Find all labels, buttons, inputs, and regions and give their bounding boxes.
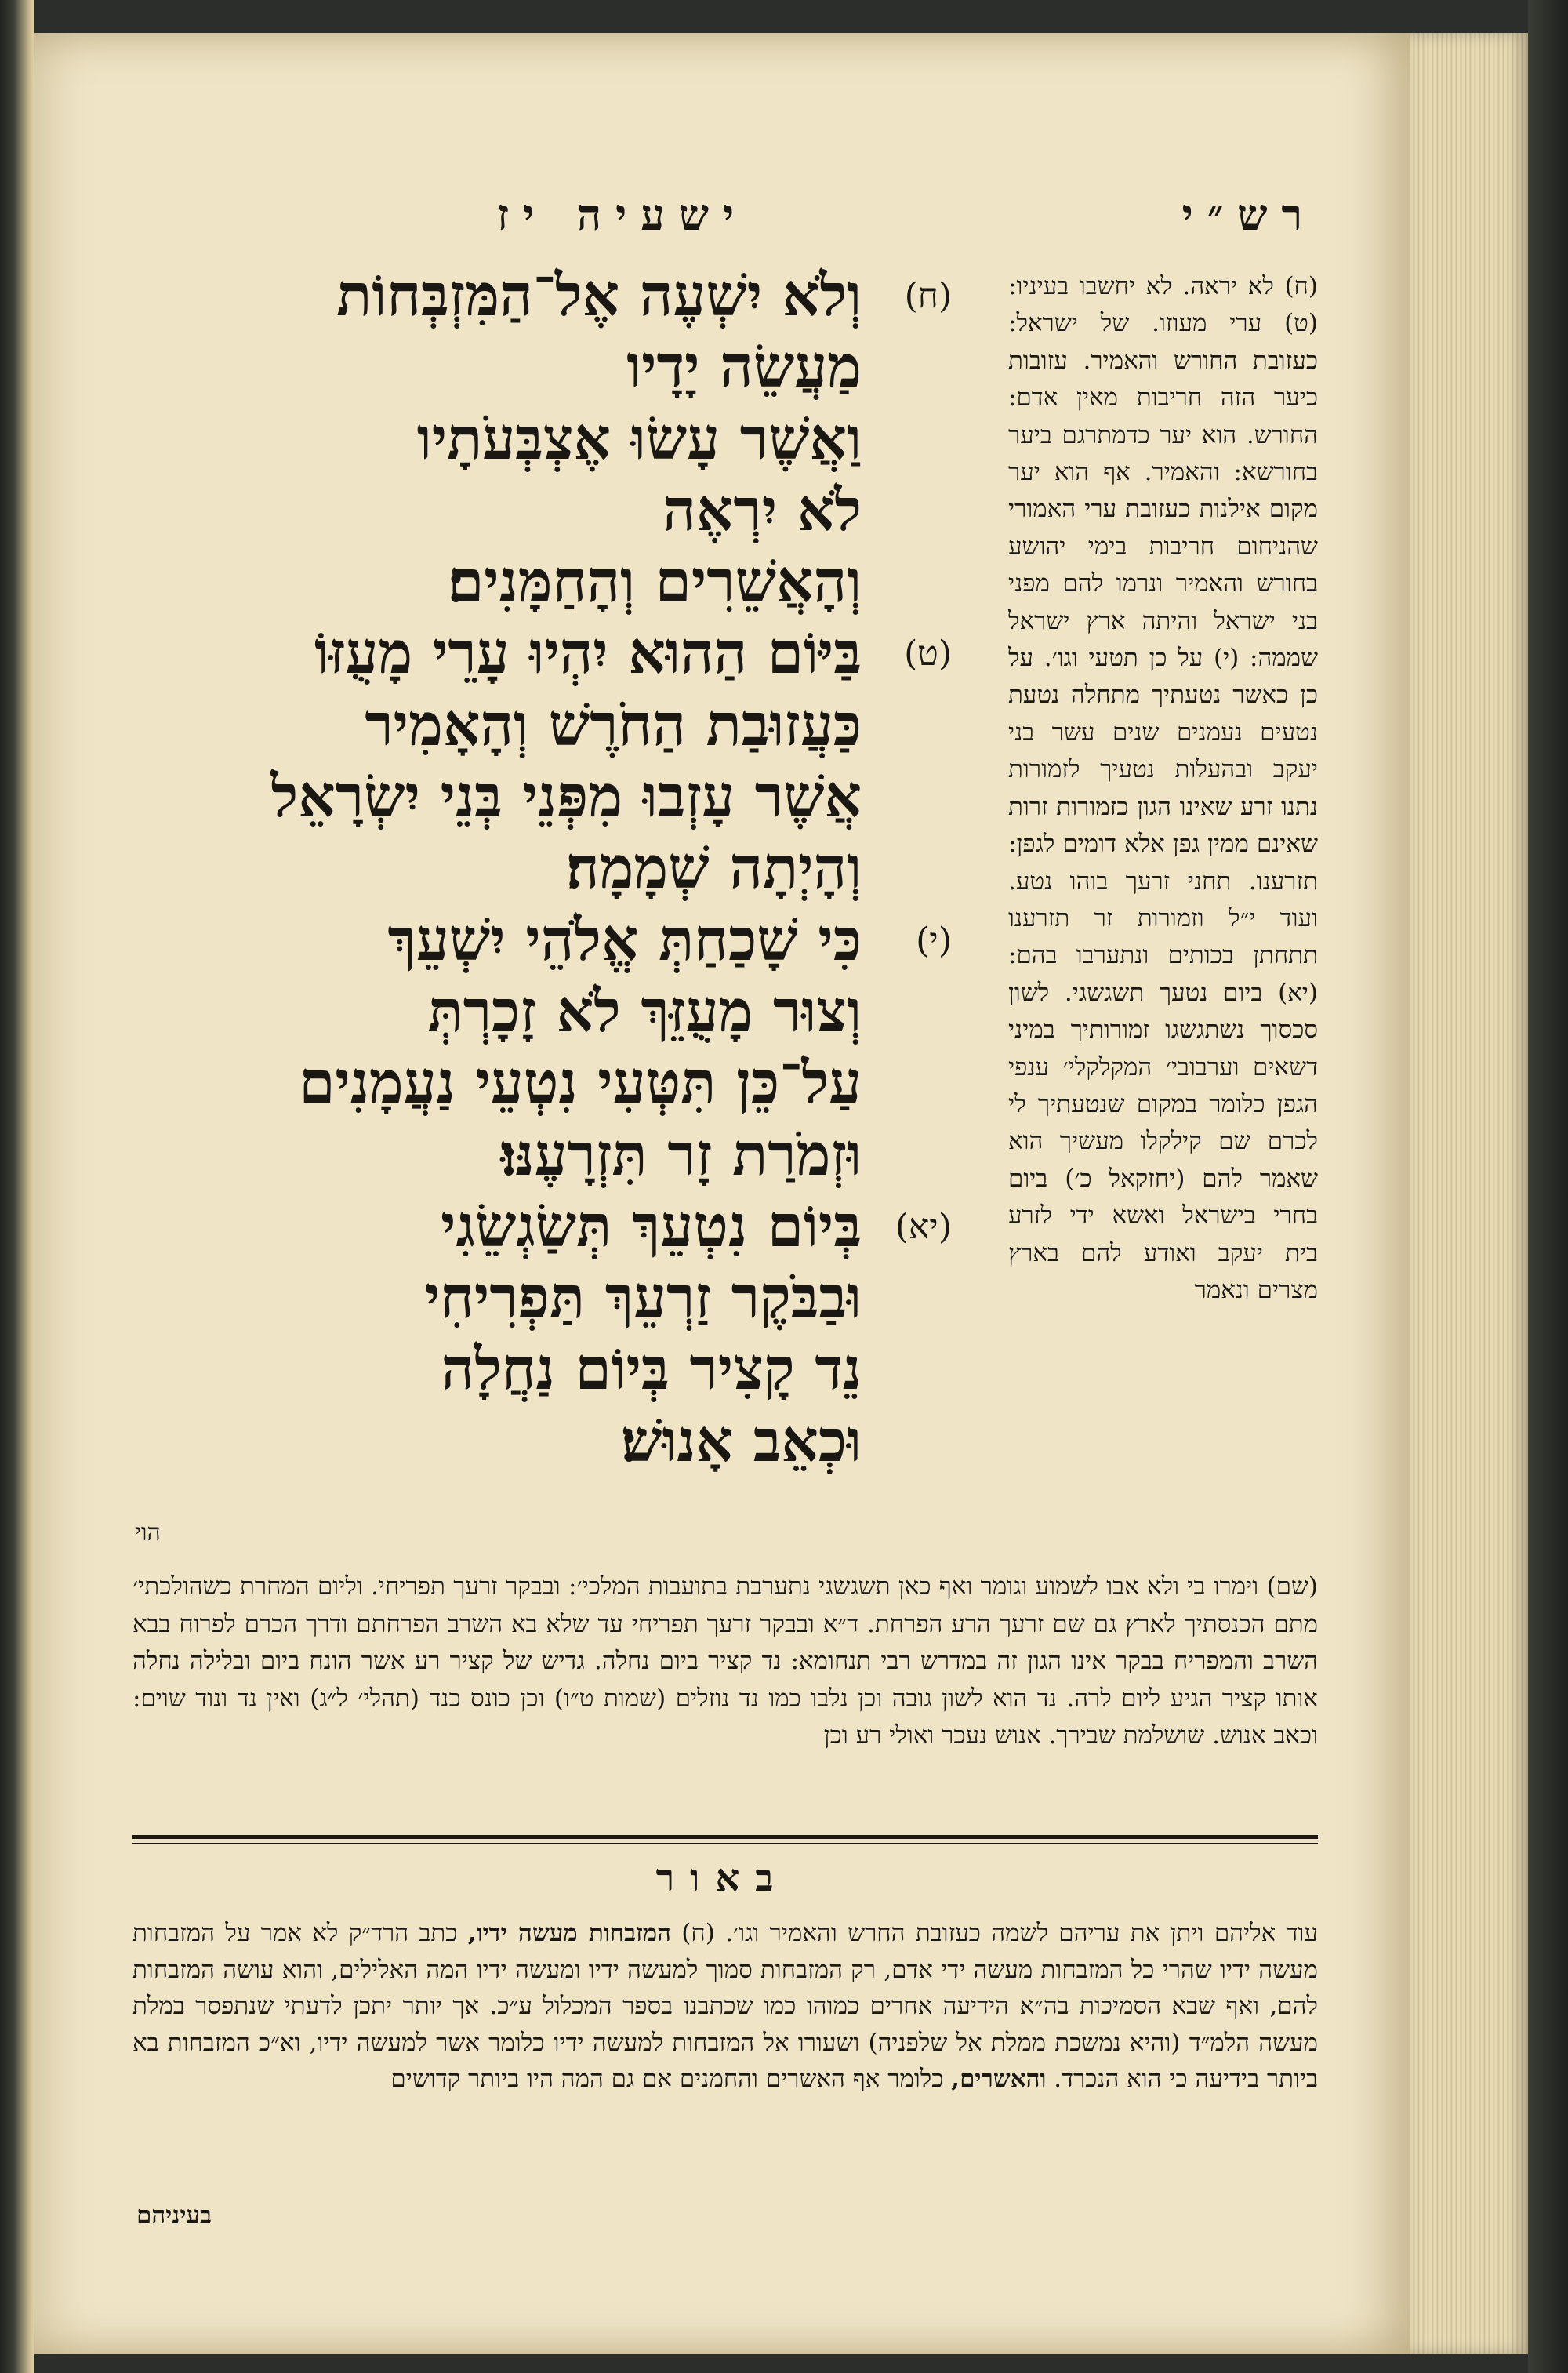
verse-line: כִּי שָׁכַחַתְּ אֱלֹהֵי יִשְׁעֵךְ xyxy=(387,906,862,974)
verse-line: כַּעֲזוּבַת הַחֹרֶשׁ וְהָאָמִיר xyxy=(365,691,862,759)
verse-block xyxy=(144,260,952,1546)
verse-line: וְהָאֲשֵׁרִים וְהָחַמָּנִים׃ xyxy=(448,548,862,616)
biur-title: באור xyxy=(655,1856,789,1900)
verse-10 xyxy=(144,905,952,1191)
rashi-side-text: (ח) לא יראה. לא יחשבו בעיניו: (ט) ערי מעוזו. של ישראל: כעזובת החורש והאמיר. עזובות כיער הזה חריבות מאין אדם: החורש. הוא יער כדמתרגם ביער בחורשא: והאמיר. אף הוא יער מקום אילנות כעזובת ערי האמורי שהניחום חריבות בימי יהושע בחורש והאמיר ונרמו להם מפני בני ישראל והיתה ארץ ישראל שממה: (י) על כן תטעי וגו׳. על כן כאשר נטעתיך מתחלה נטעת נטעים נעמנים שנים עשר בני יעקב ובהעלות נטעיך לזמורות נתנו זרע שאינו הגון כזמורות זרות שאינם ממין גפן אלא דומים לגפן: תזרענו. תחני זרעך בוהו נטע. ועוד י״ל וזמורות זר תזרענו תתחתן בכותים ונתערבו בהם: (יא) ביום נטעך תשגשגי. לשון סכסוך נשתגשגו זמורותיך במיני דשאים וערבובי׳ המקלקלי׳ ענפי הגפן כלומר במקום שנטעתיך לי לכרם שם קילקלו מעשיך הוא שאמר להם (יחזקאל כ׳) ביום בחרי בישראל ואשא ידי לזרע בית יעקב ואודע להם בארץ מצרים ונאמר xyxy=(1008,272,1318,1304)
verse-number: (ח) xyxy=(904,276,952,316)
biur-lemma-1: המזבחות מעשה ידיו, xyxy=(467,1919,671,1947)
book-cover-right xyxy=(1528,0,1568,2373)
catchword-top: הוי xyxy=(135,1519,161,1546)
verse-number: (יא) xyxy=(895,1206,952,1247)
page-content xyxy=(34,33,1410,2354)
biur-text xyxy=(132,1915,1318,2182)
biur-text-end: כלומר אף האשרים והחמנים אם גם המה היו ביותר קדושים xyxy=(390,2065,952,2093)
verse-line: עַל־כֵּן תִּטְּעִי נִטְעֵי נַעֲמָנִים xyxy=(299,1049,862,1117)
rashi-side-column xyxy=(1008,268,1318,1499)
biur-lemma-2: והאשרים, xyxy=(951,2065,1047,2093)
commentary-header: רש״י xyxy=(1181,190,1316,240)
page-edges xyxy=(1410,33,1528,2354)
verse-8 xyxy=(144,260,952,618)
verse-line: וְצוּר מָעֻזֵּךְ לֹא זָכָרְתְּ xyxy=(427,977,862,1045)
verse-9 xyxy=(144,618,952,904)
biur-text-start: עוד אליהם ויתן את עריהם לשמה כעזובת החרש והאמיר וגו׳. (ח) xyxy=(670,1919,1318,1947)
verse-number: (ט) xyxy=(904,634,952,674)
rashi-continued: (שם) וימרו בי ולא אבו לשמוע וגומר ואף כאן תשגשגי נתערבת בתועבות המלכי׳: ובבקר זרעך תפריחי. וליום המחרת כשהולכתי׳ מתם הכנסתיך לארץ גם שם זרעך הרע הפרחת. ד״א ובבקר זרעך תפריחי עד שלא בא השרב הפרחתם ודרך הכרם לפרוח בבא השרב והמפריח בבקר אינו הגון זה במדרש רבי תנחומא: נד קציר ביום נחלה. גדיש של קציר רע אשר הונח ביום ובלילה נחלה אותו קציר הגיע ליום לרה. נד הוא לשון גובה וכן נלבו כמו נד נוזלים (שמות ט״ו) וכן כונס כנד (תהלי׳ ל״ג) ואין נד ונוד שוים: וכאב אנוש. שושלמת שבירך. אנוש נעכר ואולי רע וכן xyxy=(132,1572,1318,1750)
verse-11 xyxy=(144,1191,952,1477)
verse-line: וּכְאֵב אָנוּשׁ׃ xyxy=(621,1407,862,1475)
verse-line: אֲשֶׁר עָזְבוּ מִפְּנֵי בְּנֵי יִשְׂרָאֵל xyxy=(270,763,862,831)
verse-line: נֵד קָצִיר בְּיוֹם נַחֲלָה xyxy=(441,1335,862,1404)
biur-text-mid: כתב הרד״ק לא אמר על המזבחות מעשה ידיו שהרי כל המזבחות מעשה ידי אדם, רק המזבחות סמוך למעשה ידיו ומעשה ידיו המה האלילים, והוא עושה המזבחות להם, ואף שבא הסמיכות בה״א הידיעה אחרים כמוהו כמו שכתבנו בספר המכלול ע״כ. אך יותר יתכן לדעתי שנתפסר במלת מעשה הלמ״ד (והיא נמשכת ממלת אל שלפניה) ושעורו אל המזבחות למעשה ידיו כלומר אשר למעשה ידיו, וא״כ המזבחות בא ביותר בידיעה כי הוא הנכרד. xyxy=(132,1919,1318,2093)
verse-line: וּזְמֹרַת זָר תִּזְרָעֶנּוּ׃ xyxy=(500,1121,862,1189)
book-chapter-header: ישעיה יז xyxy=(497,190,749,240)
verse-line: וְלֹא יִשְׁעֶה אֶל־הַמִּזְבְּחוֹת xyxy=(336,262,862,329)
divider-rule-thin xyxy=(132,1843,1318,1844)
verse-line: בַּיּוֹם הַהוּא יִהְיוּ עָרֵי מָעֻזּוֹ xyxy=(314,620,862,688)
verse-number: (י) xyxy=(916,920,952,961)
verse-line: וְהָיְתָה שְׁמָמָה׃ xyxy=(565,834,862,903)
divider-rule xyxy=(132,1835,1318,1839)
book-spine-left xyxy=(0,0,34,2373)
verse-line: וַאֲשֶׁר עָשׂוּ אֶצְבְּעֹתָיו xyxy=(416,405,862,473)
verse-line: לֹא יִרְאֶה xyxy=(662,476,862,544)
verse-line: וּבַבֹּקֶר זַרְעֵךְ תַּפְרִיחִי xyxy=(424,1264,862,1332)
verse-line: בְּיוֹם נִטְעֵךְ תְּשַׂגְשֵׂגִי xyxy=(441,1192,862,1260)
verse-line: מַעֲשֵׂה יָדָיו xyxy=(626,333,862,402)
catchword-bottom: בעיניהם xyxy=(136,2201,212,2229)
